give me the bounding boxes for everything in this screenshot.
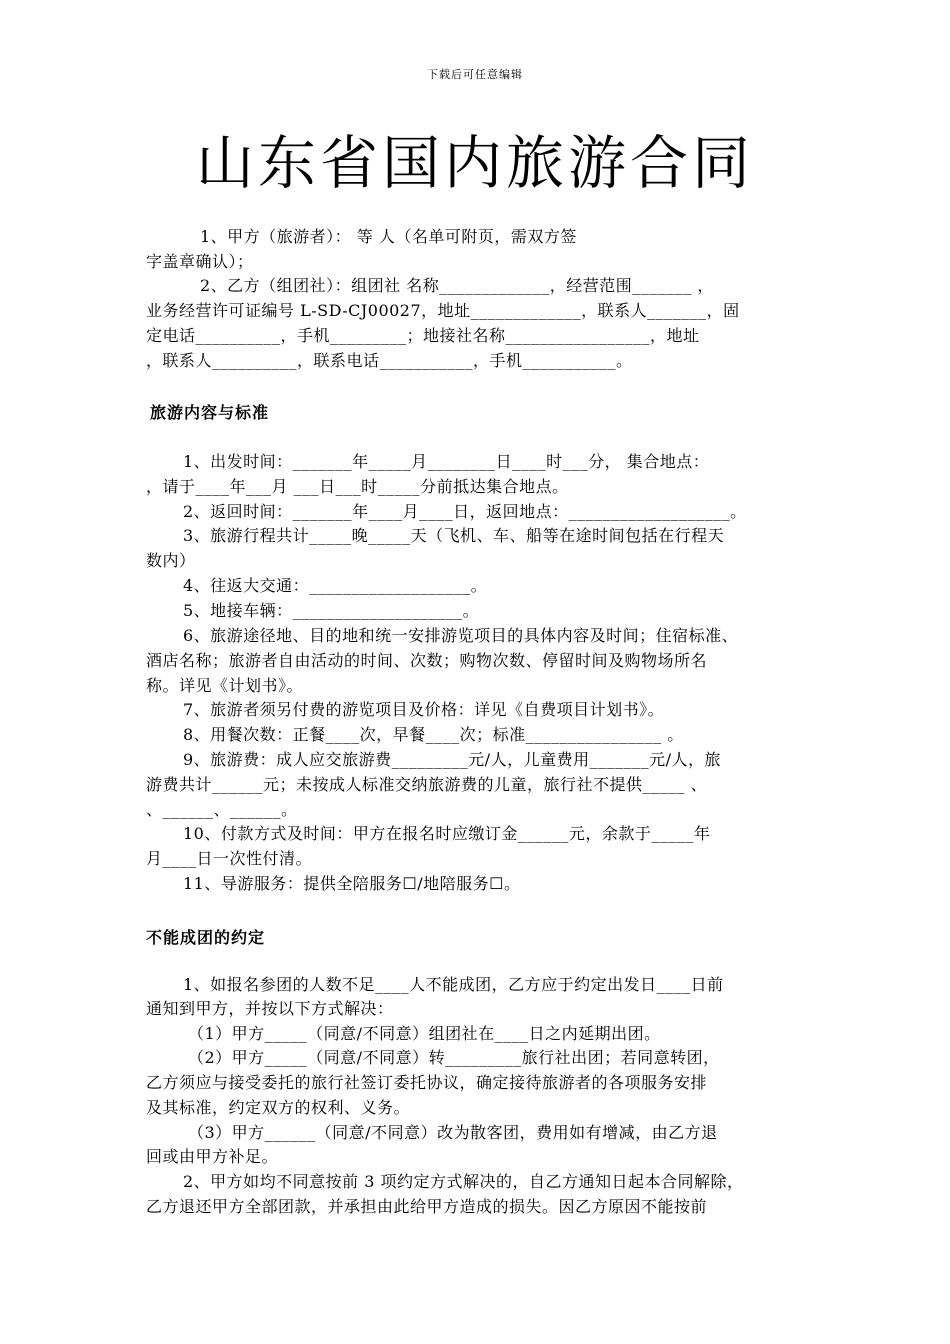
content-line: 7、旅游者须另付费的游览项目及价格：详见《自费项目计划书》。: [183, 700, 665, 719]
content-line: 1、出发时间：_______年_____月________日____时___分， 集合地点：: [183, 452, 710, 471]
content-line: 数内）: [146, 551, 196, 570]
content-line: 回或由甲方补足。: [146, 1147, 279, 1166]
header-note: 下载后可任意编辑: [427, 68, 523, 81]
content-line: 2、返回时间：_______年____月____日，返回地点：___________________。: [183, 502, 747, 521]
party-line: 1、甲方（旅游者）： 等 人（名单可附页，需双方签: [200, 227, 577, 246]
party-line: ，联系人__________，联系电话___________，手机___________。: [146, 351, 633, 370]
content-line: 、______、______。: [146, 800, 298, 819]
section-heading-grouping: 不能成团的约定: [146, 928, 266, 947]
party-line: 2、乙方（组团社）：组团社 名称_____________，经营范围_______ ，: [200, 276, 714, 295]
content-line: 4、往返大交通：___________________。: [183, 576, 488, 595]
page-title: 山东省国内旅游合同: [195, 129, 754, 197]
party-line: 业务经营许可证编号 L-SD-CJ00027，地址_____________，联系人_______，固: [146, 301, 740, 320]
content-line: 11、导游服务：提供全陪服务☐/地陪服务☐。: [183, 874, 521, 893]
content-line: ，请于____年___月 ___日___时_____分前抵达集合地点。: [146, 477, 569, 496]
content-line: 乙方退还甲方全部团款，并承担由此给甲方造成的损失。因乙方原因不能按前: [146, 1197, 708, 1216]
content-line: 8、用餐次数：正餐____次，早餐____次；标准________________ 。: [183, 725, 684, 744]
content-line: 1、如报名参团的人数不足____人不能成团，乙方应于约定出发日____日前: [183, 975, 724, 994]
content-line: 游费共计______元；未按成人标准交纳旅游费的儿童，旅行社不提供_____ 、: [146, 775, 708, 794]
content-line: 酒店名称；旅游者自由活动的时间、次数；购物次数、停留时间及购物场所名: [146, 651, 708, 670]
content-line: 通知到甲方，并按以下方式解决：: [146, 999, 394, 1018]
content-line: 称。详见《计划书》。: [146, 676, 304, 695]
content-line: 6、旅游途径地、目的地和统一安排游览项目的具体内容及时间；住宿标准、: [183, 626, 739, 645]
content-line: 月____日一次性付清。: [146, 849, 313, 868]
content-line: （2）甲方_____（同意/不同意）转_________旅行社出团；若同意转团，: [188, 1048, 720, 1067]
content-line: 3、旅游行程共计_____晚_____天（飞机、车、船等在途时间包括在行程天: [183, 526, 725, 545]
content-line: 及其标准，约定双方的权利、义务。: [146, 1098, 411, 1117]
content-line: 5、地接车辆：____________________。: [183, 601, 480, 620]
party-line: 定电话__________，手机_________；地接社名称_________________，地址: [146, 326, 700, 345]
content-line: （3）甲方______（同意/不同意）改为散客团，费用如有增减，由乙方退: [188, 1123, 718, 1142]
section-heading-content: 旅游内容与标准: [150, 403, 270, 422]
content-line: 2、甲方如均不同意按前 3 项约定方式解决的，自乙方通知日起本合同解除，: [183, 1172, 744, 1191]
content-line: （1）甲方_____（同意/不同意）组团社在____日之内延期出团。: [188, 1024, 661, 1043]
content-line: 9、旅游费：成人应交旅游费_________元/人，儿童费用_______元/人，旅: [183, 750, 721, 769]
content-line: 10、付款方式及时间：甲方在报名时应缴订金______元，余款于_____年: [183, 824, 711, 843]
party-line: 字盖章确认）；: [146, 252, 254, 271]
content-line: 乙方须应与接受委托的旅行社签订委托协议，确定接待旅游者的各项服务安排: [146, 1073, 708, 1092]
